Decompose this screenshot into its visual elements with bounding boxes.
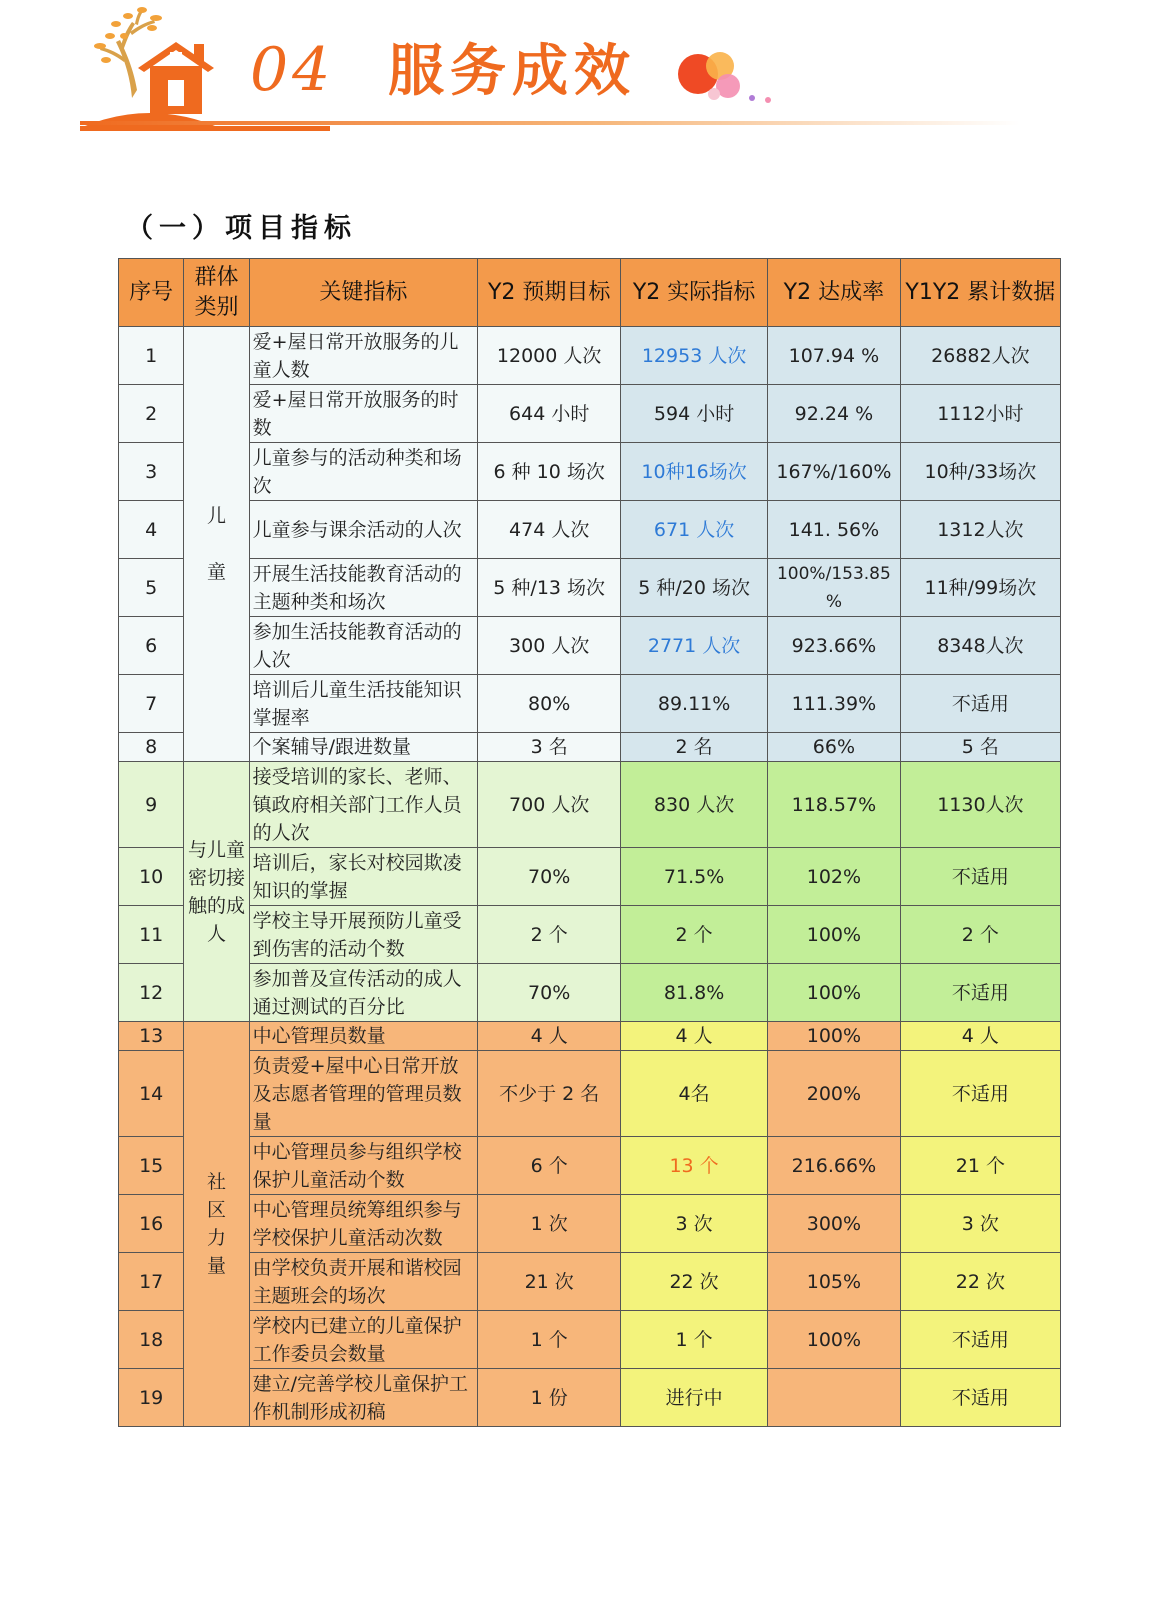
row-no: 16 [119,1195,184,1253]
row-no: 15 [119,1137,184,1195]
target-cell: 1 个 [478,1311,621,1369]
target-cell: 6 个 [478,1137,621,1195]
indicator-cell: 接受培训的家长、老师、镇政府相关部门工作人员的人次 [249,762,478,848]
rate-cell: 107.94 % [768,327,901,385]
cumulative-cell: 不适用 [900,1369,1060,1427]
row-no: 1 [119,327,184,385]
indicator-cell: 中心管理员统筹组织参与学校保护儿童活动次数 [249,1195,478,1253]
table-row [119,1369,1061,1427]
indicator-cell: 中心管理员参与组织学校保护儿童活动个数 [249,1137,478,1195]
cumulative-cell: 不适用 [900,1311,1060,1369]
actual-cell: 2 名 [621,733,768,762]
house-tree-icon [80,6,220,132]
rate-cell: 105% [768,1253,901,1311]
cumulative-cell: 不适用 [900,1051,1060,1137]
group-community [184,1022,249,1427]
target-cell: 70% [478,848,621,906]
rate-cell: 200% [768,1051,901,1137]
indicator-cell: 爱+屋日常开放服务的时数 [249,385,478,443]
row-no: 14 [119,1051,184,1137]
table-row [119,559,1061,617]
page-title: 服务成效 [388,39,636,104]
table-row [119,327,1061,385]
row-no: 5 [119,559,184,617]
rate-cell: 100% [768,964,901,1022]
table-header-row [119,259,1061,327]
rate-cell: 141. 56% [768,501,901,559]
table-row [119,906,1061,964]
row-no: 12 [119,964,184,1022]
rate-cell: 216.66% [768,1137,901,1195]
table-row [119,733,1061,762]
group-community-label: 社区力量 [206,1171,226,1277]
actual-cell: 671 人次 [621,501,768,559]
row-no: 8 [119,733,184,762]
table-row [119,1051,1061,1137]
indicator-cell: 个案辅导/跟进数量 [249,733,478,762]
indicator-cell: 建立/完善学校儿童保护工作机制形成初稿 [249,1369,478,1427]
cumulative-cell: 5 名 [900,733,1060,762]
rate-cell [768,1369,901,1427]
indicator-cell: 儿童参与的活动种类和场次 [249,443,478,501]
actual-cell: 22 次 [621,1253,768,1311]
target-cell: 474 人次 [478,501,621,559]
header-underline [80,118,1020,134]
table-row [119,1253,1061,1311]
rate-cell: 100%/153.85 % [768,559,901,617]
col-header-y2-target: Y2 预期目标 [478,259,621,327]
row-no: 2 [119,385,184,443]
col-header-group: 群体类别 [184,259,249,327]
cumulative-cell: 1112小时 [900,385,1060,443]
rate-cell: 100% [768,1022,901,1051]
actual-cell: 4 人 [621,1022,768,1051]
col-header-cumulative: Y1Y2 累计数据 [900,259,1060,327]
table-row [119,675,1061,733]
table-row [119,964,1061,1022]
rate-cell: 66% [768,733,901,762]
cumulative-cell: 10种/33场次 [900,443,1060,501]
table-row [119,1137,1061,1195]
actual-cell: 2771 人次 [621,617,768,675]
page-header [0,0,1173,150]
cumulative-cell: 3 次 [900,1195,1060,1253]
table-row [119,848,1061,906]
cumulative-cell: 4 人 [900,1022,1060,1051]
table-row [119,501,1061,559]
actual-cell: 进行中 [621,1369,768,1427]
target-cell: 6 种 10 场次 [478,443,621,501]
table-row [119,617,1061,675]
table-row [119,1195,1061,1253]
row-no: 6 [119,617,184,675]
rate-cell: 167%/160% [768,443,901,501]
indicator-cell: 开展生活技能教育活动的主题种类和场次 [249,559,478,617]
indicator-cell: 参加普及宣传活动的成人通过测试的百分比 [249,964,478,1022]
target-cell: 700 人次 [478,762,621,848]
table-row [119,1022,1061,1051]
decorative-dots [676,44,786,114]
target-cell: 300 人次 [478,617,621,675]
row-no: 10 [119,848,184,906]
indicator-cell: 中心管理员数量 [249,1022,478,1051]
cumulative-cell: 21 个 [900,1137,1060,1195]
row-no: 3 [119,443,184,501]
table-row [119,385,1061,443]
cumulative-cell: 不适用 [900,848,1060,906]
target-cell: 3 名 [478,733,621,762]
row-no: 17 [119,1253,184,1311]
rate-cell: 300% [768,1195,901,1253]
actual-cell: 81.8% [621,964,768,1022]
cumulative-cell: 8348人次 [900,617,1060,675]
actual-cell: 12953 人次 [621,327,768,385]
group-children [184,327,249,762]
col-header-y2-actual: Y2 实际指标 [621,259,768,327]
col-header-y2-rate: Y2 达成率 [768,259,901,327]
cumulative-cell: 1312人次 [900,501,1060,559]
row-no: 4 [119,501,184,559]
cumulative-cell: 2 个 [900,906,1060,964]
col-header-no: 序号 [119,259,184,327]
row-no: 19 [119,1369,184,1427]
target-cell: 1 份 [478,1369,621,1427]
rate-cell: 102% [768,848,901,906]
indicators-table [118,258,1061,1427]
actual-cell: 5 种/20 场次 [621,559,768,617]
row-no: 11 [119,906,184,964]
actual-cell: 2 个 [621,906,768,964]
rate-cell: 92.24 % [768,385,901,443]
group-children-label: 儿 童 [206,505,226,583]
target-cell: 不少于 2 名 [478,1051,621,1137]
actual-cell: 830 人次 [621,762,768,848]
cumulative-cell: 26882人次 [900,327,1060,385]
indicator-cell: 学校内已建立的儿童保护工作委员会数量 [249,1311,478,1369]
cumulative-cell: 1130人次 [900,762,1060,848]
actual-cell: 4名 [621,1051,768,1137]
target-cell: 2 个 [478,906,621,964]
indicator-cell: 爱+屋日常开放服务的儿童人数 [249,327,478,385]
indicator-cell: 负责爱+屋中心日常开放及志愿者管理的管理员数量 [249,1051,478,1137]
cumulative-cell: 22 次 [900,1253,1060,1311]
target-cell: 1 次 [478,1195,621,1253]
indicator-cell: 参加生活技能教育活动的人次 [249,617,478,675]
row-no: 7 [119,675,184,733]
section-number: 04 [250,35,335,105]
target-cell: 80% [478,675,621,733]
rate-cell: 111.39% [768,675,901,733]
actual-cell: 594 小时 [621,385,768,443]
row-no: 18 [119,1311,184,1369]
row-no: 13 [119,1022,184,1051]
target-cell: 644 小时 [478,385,621,443]
rate-cell: 100% [768,906,901,964]
target-cell: 5 种/13 场次 [478,559,621,617]
cumulative-cell: 不适用 [900,964,1060,1022]
indicator-cell: 培训后，家长对校园欺凌知识的掌握 [249,848,478,906]
target-cell: 4 人 [478,1022,621,1051]
actual-cell: 13 个 [621,1137,768,1195]
indicator-cell: 由学校负责开展和谐校园主题班会的场次 [249,1253,478,1311]
actual-cell: 3 次 [621,1195,768,1253]
actual-cell: 89.11% [621,675,768,733]
actual-cell: 10种16场次 [621,443,768,501]
rate-cell: 923.66% [768,617,901,675]
indicator-cell: 学校主导开展预防儿童受到伤害的活动个数 [249,906,478,964]
cumulative-cell: 不适用 [900,675,1060,733]
target-cell: 12000 人次 [478,327,621,385]
target-cell: 21 次 [478,1253,621,1311]
indicator-cell: 儿童参与课余活动的人次 [249,501,478,559]
rate-cell: 100% [768,1311,901,1369]
section-title: （一）项目指标 [126,213,357,244]
table-row [119,1311,1061,1369]
group-adults: 与儿童密切接触的成人 [184,762,249,1022]
table-row [119,443,1061,501]
indicator-cell: 培训后儿童生活技能知识掌握率 [249,675,478,733]
col-header-indicator: 关键指标 [249,259,478,327]
actual-cell: 1 个 [621,1311,768,1369]
row-no: 9 [119,762,184,848]
target-cell: 70% [478,964,621,1022]
table-row [119,762,1061,848]
actual-cell: 71.5% [621,848,768,906]
rate-cell: 118.57% [768,762,901,848]
cumulative-cell: 11种/99场次 [900,559,1060,617]
